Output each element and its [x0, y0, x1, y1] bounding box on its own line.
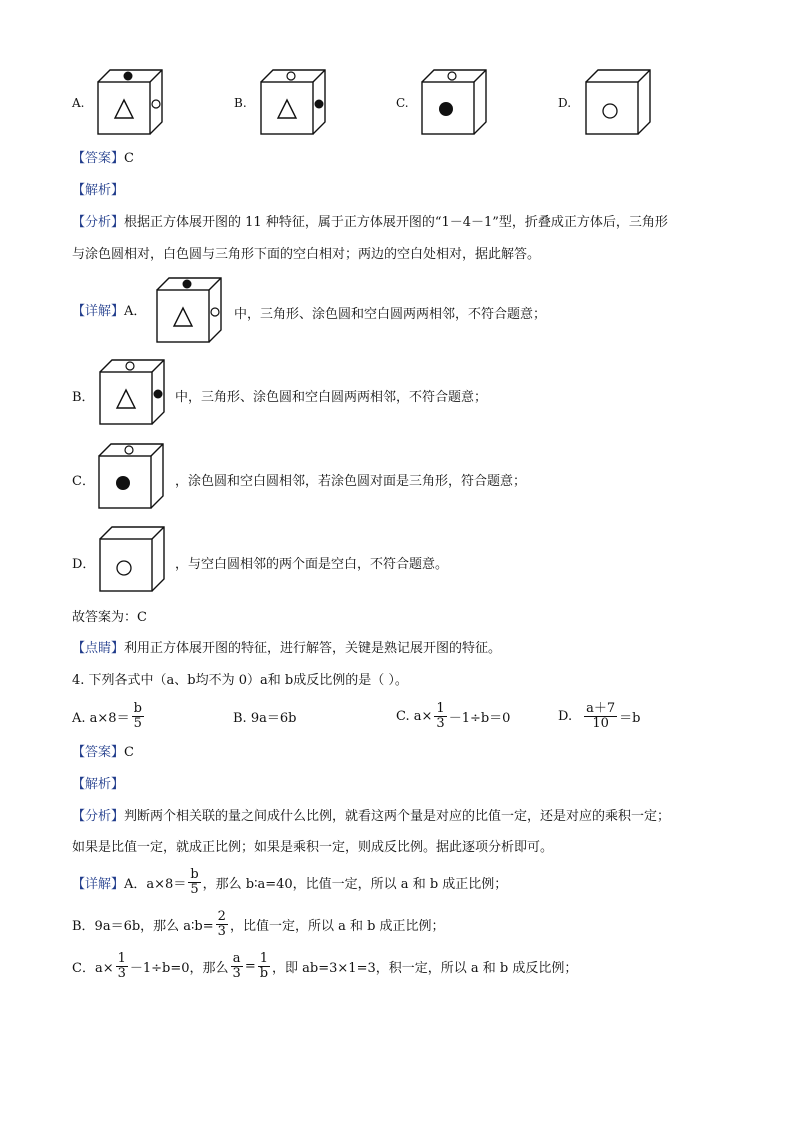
- q4-option-d-suffix: ＝b: [619, 710, 641, 726]
- q4-option-c-prefix: C. a×: [396, 708, 433, 724]
- open-circle-icon: [126, 362, 134, 370]
- fraction-numerator: 1: [117, 950, 126, 966]
- option-c-label: C.: [396, 96, 409, 110]
- q3-answer-line: [72, 150, 134, 168]
- answer-tag: 【答案】: [72, 151, 125, 166]
- answer-value: C: [124, 745, 134, 760]
- q4-detail-a: [72, 864, 507, 900]
- q4-stem: 4. 下列各式中（a、b均不为 0）a和 b成反比例的是（ ）。: [72, 673, 408, 688]
- q3-dianjing-line: [72, 640, 501, 658]
- fenxi-text: 根据正方体展开图的 11 种特征，属于正方体展开图的“1－4－1”型，折叠成正方体后，三角形: [124, 215, 668, 230]
- q4-answer-line: [72, 744, 134, 762]
- fraction: [434, 702, 446, 730]
- open-circle-icon: [448, 72, 456, 80]
- q4-option-c-suffix: －1÷b＝0: [448, 710, 511, 726]
- fraction-denominator: 3: [232, 965, 241, 981]
- open-circle-icon: [152, 100, 160, 108]
- filled-circle-icon: [315, 100, 324, 109]
- q4-option-c: [396, 698, 510, 734]
- dianjing-tag: 【点睛】: [72, 641, 125, 656]
- q4-option-a: [72, 698, 146, 734]
- fraction-numerator: 1: [436, 700, 445, 716]
- detail-cube-c: [97, 442, 169, 514]
- q4-detail-c-eq: =: [244, 958, 256, 974]
- detail-a-text: 中，三角形、涂色圆和空白圆两两相邻，不符合题意；: [234, 307, 547, 322]
- fraction: [116, 952, 128, 980]
- q4-fenxi-line1: [72, 808, 670, 826]
- fraction: [258, 952, 270, 980]
- q3-detail-a-label: [72, 303, 146, 321]
- fenxi-tag: 【分析】: [72, 215, 125, 230]
- q4-detail-a-suffix: ，那么 b∶a=40，比值一定，所以 a 和 b 成正比例；: [202, 876, 508, 892]
- answer-value: C: [124, 151, 134, 166]
- fraction: [132, 702, 144, 730]
- open-circle-icon: [117, 561, 131, 575]
- detail-b-text: 中，三角形、涂色圆和空白圆两两相邻，不符合题意；: [175, 390, 488, 405]
- open-circle-icon: [287, 72, 295, 80]
- detail-c-text: ，涂色圆和空白圆相邻，若涂色圆对面是三角形，符合题意；: [175, 474, 527, 489]
- q4-detail-c-prefix: C．a×: [72, 960, 114, 976]
- fraction: [584, 702, 617, 730]
- detail-d-prefix: D．: [72, 557, 96, 572]
- fraction-numerator: b: [133, 700, 142, 716]
- option-d-label: D.: [558, 96, 572, 110]
- q4-fenxi-line2: 如果是比值一定，就成正比例；如果是乘积一定，则成反比例。据此逐项分析即可。: [72, 840, 554, 855]
- detail-c-prefix: C．: [72, 474, 95, 489]
- option-b-label: B.: [234, 96, 247, 110]
- fraction: [188, 868, 200, 896]
- q4-detail-b-suffix: ，比值一定，所以 a 和 b 成正比例；: [229, 918, 445, 934]
- detail-cube-a: [155, 276, 227, 348]
- xiangjie-tag: 【详解】: [72, 304, 125, 319]
- fenxi-tag: 【分析】: [72, 809, 125, 824]
- detail-cube-b: [98, 358, 170, 430]
- fraction-denominator: 3: [436, 715, 445, 731]
- filled-circle-icon: [439, 102, 453, 116]
- q4-option-d: [558, 698, 640, 734]
- q3-fenxi-line1: [72, 214, 668, 232]
- fraction-numerator: b: [190, 866, 199, 882]
- jiexi-tag: 【解析】: [72, 777, 125, 792]
- q4-detail-b-prefix: B．9a＝6b，那么 a∶b=: [72, 918, 214, 934]
- filled-circle-icon: [154, 390, 163, 399]
- jiexi-tag: 【解析】: [72, 183, 125, 198]
- q4-detail-a-prefix: A．a×8＝: [124, 876, 187, 892]
- q4-option-b: B. 9a＝6b: [233, 711, 297, 726]
- q4-detail-c-suffix: ，即 ab=3×1=3，积一定，所以 a 和 b 成反比例；: [272, 960, 578, 976]
- q3-jiexi-line: [72, 182, 124, 200]
- option-a-label: A.: [72, 96, 85, 110]
- q4-detail-b: [72, 906, 445, 942]
- open-circle-icon: [211, 308, 219, 316]
- detail-cube-d: [98, 525, 170, 597]
- fraction-numerator: 1: [258, 952, 270, 967]
- q3-conclusion: 故答案为：C: [72, 610, 147, 625]
- fraction-denominator: b: [259, 965, 269, 981]
- detail-d-text: ，与空白圆相邻的两个面是空白，不符合题意。: [175, 557, 449, 572]
- fraction: [231, 952, 243, 980]
- q3-fenxi-line2: 与涂色圆相对，白色圆与三角形下面的空白相对；两边的空白处相对，据此解答。: [72, 247, 541, 262]
- fraction-numerator: a＋7: [586, 700, 616, 716]
- triangle-icon: [117, 390, 135, 408]
- fraction-numerator: a: [231, 952, 243, 967]
- fraction-denominator: 10: [592, 715, 609, 731]
- detail-b-prefix: B．: [72, 390, 95, 405]
- fenxi-text: 判断两个相关联的量之间成什么比例，就看这两个量是对应的比值一定，还是对应的乘积一定；: [124, 809, 671, 824]
- open-circle-icon: [125, 446, 133, 454]
- xiangjie-tag: 【详解】: [72, 876, 125, 892]
- fraction-denominator: 3: [217, 923, 226, 939]
- triangle-icon: [174, 308, 192, 326]
- cube-option-b: [259, 68, 331, 140]
- filled-circle-icon: [116, 476, 130, 490]
- cube-option-c: [420, 68, 492, 140]
- triangle-icon: [115, 100, 133, 118]
- answer-tag: 【答案】: [72, 745, 125, 760]
- fraction-denominator: 5: [133, 715, 142, 731]
- q4-option-d-prefix: D.: [558, 708, 573, 724]
- fraction-numerator: 2: [217, 908, 226, 924]
- cube-option-a: [96, 68, 168, 140]
- fraction-denominator: 5: [190, 881, 199, 897]
- filled-circle-icon: [124, 72, 133, 81]
- cube-option-d: [584, 68, 656, 140]
- q4-option-a-prefix: A. a×8＝: [72, 710, 130, 726]
- triangle-icon: [278, 100, 296, 118]
- q4-detail-c-mid: －1÷b=0，那么: [129, 960, 229, 976]
- filled-circle-icon: [183, 280, 192, 289]
- q4-jiexi-line: [72, 776, 124, 794]
- dianjing-text: 利用正方体展开图的特征，进行解答，关键是熟记展开图的特征。: [124, 641, 502, 656]
- fraction-denominator: 3: [117, 965, 126, 981]
- detail-a-prefix: A．: [124, 304, 147, 319]
- fraction: [216, 910, 228, 938]
- q4-detail-c: [72, 948, 577, 984]
- open-circle-icon: [603, 104, 617, 118]
